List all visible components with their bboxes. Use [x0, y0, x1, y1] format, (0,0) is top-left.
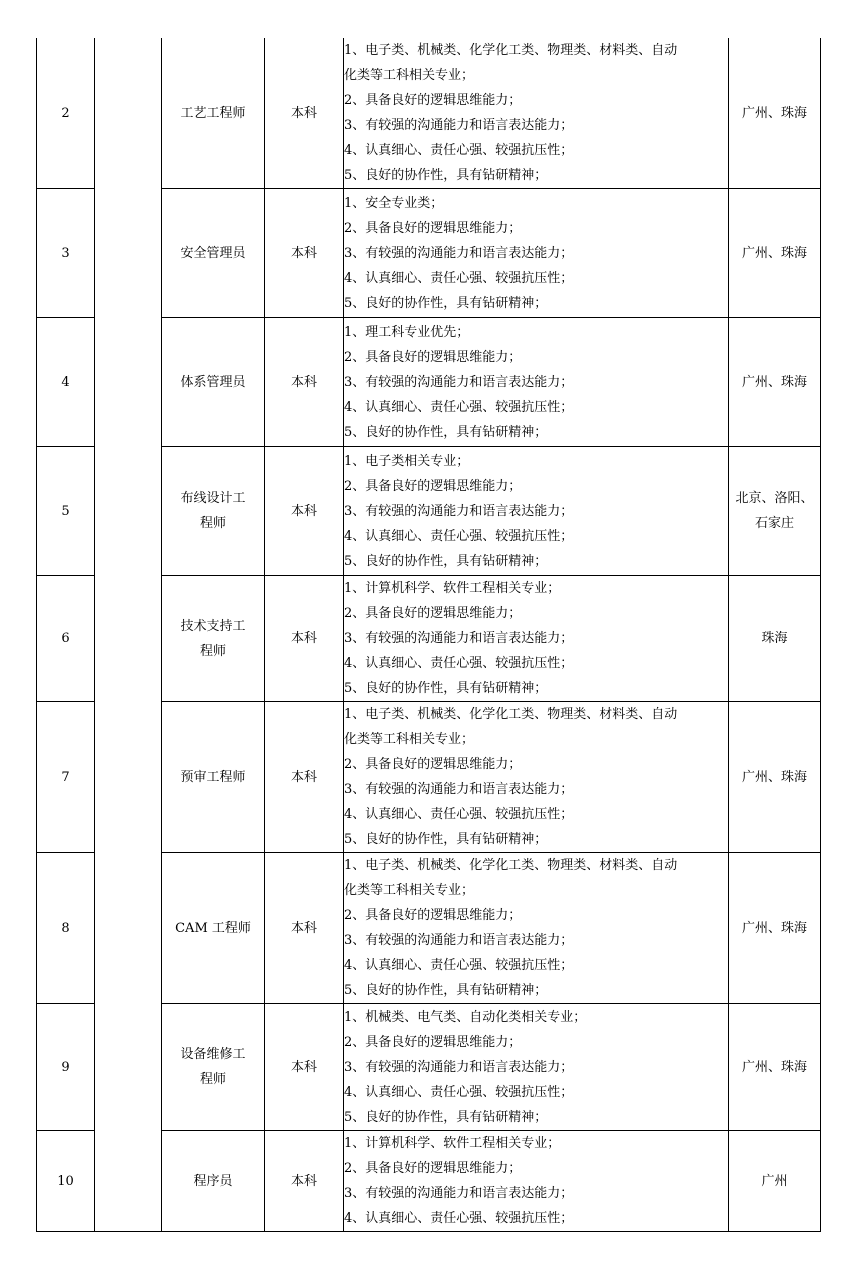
requirement-line: 3、有较强的沟通能力和语言表达能力；: [344, 374, 574, 390]
requirement-line: 1、计算机科学、软件工程相关专业；: [344, 1136, 561, 1151]
location-cell: 广州、珠海: [729, 853, 821, 1004]
education-cell: 本科: [265, 189, 344, 318]
requirements-cell: [344, 38, 729, 189]
requirement-line: 3、有较强的沟通能力和语言表达能力；: [344, 1059, 574, 1075]
requirement-line: 1、电子类、机械类、化学化工类、物理类、材料类、自动: [344, 707, 678, 722]
requirement-line: 4、认真细心、责任心强、较强抗压性；: [344, 807, 574, 822]
education-cell: 本科: [265, 702, 344, 853]
requirement-line: 5、良好的协作性，具有钻研精神；: [344, 832, 548, 847]
row-number: 9: [37, 1004, 95, 1131]
row-number: 6: [37, 576, 95, 702]
location-cell: 珠海: [729, 576, 821, 702]
requirements-cell: [344, 702, 729, 853]
location-line: 石家庄: [754, 516, 794, 531]
position-cell: 预审工程师: [162, 702, 265, 853]
requirement-line: 5、良好的协作性，具有钻研精神；: [344, 1109, 548, 1125]
requirement-line: 2、具备良好的逻辑思维能力；: [344, 908, 522, 923]
requirement-line: 3、有较强的沟通能力和语言表达能力；: [344, 118, 574, 133]
position-cell: 体系管理员: [162, 318, 265, 447]
education-cell: 本科: [265, 1004, 344, 1131]
education-cell: 本科: [265, 853, 344, 1004]
requirement-line: 4、认真细心、责任心强、较强抗压性；: [344, 656, 574, 671]
row-number: 7: [37, 702, 95, 853]
position-cell: 安全管理员: [162, 189, 265, 318]
requirement-line: 3、有较强的沟通能力和语言表达能力；: [344, 631, 574, 646]
location-cell: 广州、珠海: [729, 318, 821, 447]
requirements-cell: [344, 447, 729, 576]
location-cell: 广州、珠海: [729, 38, 821, 189]
requirement-line: 5、良好的协作性，具有钻研精神；: [344, 295, 548, 311]
education-cell: 本科: [265, 1131, 344, 1232]
requirement-line: 2、具备良好的逻辑思维能力；: [344, 757, 522, 772]
requirement-line: 3、有较强的沟通能力和语言表达能力；: [344, 1186, 574, 1201]
position-line: 设备维修工: [180, 1047, 246, 1062]
requirement-line: 5、良好的协作性，具有钻研精神；: [344, 168, 548, 183]
requirement-line: 4、认真细心、责任心强、较强抗压性；: [344, 143, 574, 158]
requirement-line: 5、良好的协作性，具有钻研精神；: [344, 553, 548, 569]
position-cell: [162, 447, 265, 576]
requirement-line: 5、良好的协作性，具有钻研精神；: [344, 983, 548, 998]
requirement-line: 2、具备良好的逻辑思维能力；: [344, 1034, 522, 1050]
requirements-cell: [344, 1004, 729, 1131]
requirements-cell: [344, 576, 729, 702]
requirement-line: 化类等工科相关专业；: [344, 68, 475, 83]
table-row: [37, 38, 821, 189]
requirement-line: 1、电子类、机械类、化学化工类、物理类、材料类、自动: [344, 43, 678, 58]
requirement-line: 1、电子类、机械类、化学化工类、物理类、材料类、自动: [344, 858, 678, 873]
row-number: 4: [37, 318, 95, 447]
requirements-cell: [344, 318, 729, 447]
location-cell: 广州: [729, 1131, 821, 1232]
row-number: 3: [37, 189, 95, 318]
requirement-line: 4、认真细心、责任心强、较强抗压性；: [344, 958, 574, 973]
requirement-line: 3、有较强的沟通能力和语言表达能力；: [344, 245, 574, 261]
requirement-line: 1、理工科专业优先；: [344, 324, 470, 340]
position-line: 技术支持工: [180, 618, 246, 634]
location-cell: 广州、珠海: [729, 189, 821, 318]
location-cell: [729, 447, 821, 576]
requirement-line: 3、有较强的沟通能力和语言表达能力；: [344, 933, 574, 948]
requirement-line: 2、具备良好的逻辑思维能力；: [344, 1161, 522, 1176]
requirements-cell: [344, 853, 729, 1004]
requirement-line: 3、有较强的沟通能力和语言表达能力；: [344, 503, 574, 519]
education-cell: 本科: [265, 576, 344, 702]
requirement-line: 4、认真细心、责任心强、较强抗压性；: [344, 270, 574, 286]
education-cell: 本科: [265, 38, 344, 189]
requirement-line: 3、有较强的沟通能力和语言表达能力；: [344, 782, 574, 797]
position-line: 程师: [199, 643, 226, 659]
requirements-cell: [344, 189, 729, 318]
job-table: [36, 38, 821, 1232]
requirement-line: 4、认真细心、责任心强、较强抗压性；: [344, 1084, 574, 1100]
education-cell: 本科: [265, 318, 344, 447]
requirement-line: 化类等工科相关专业；: [344, 732, 475, 747]
position-cell: CAM 工程师: [162, 853, 265, 1004]
requirement-line: 5、良好的协作性，具有钻研精神；: [344, 681, 548, 696]
requirement-line: 2、具备良好的逻辑思维能力；: [344, 220, 522, 236]
requirement-line: 4、认真细心、责任心强、较强抗压性；: [344, 528, 574, 544]
requirement-line: 1、电子类相关专业；: [344, 453, 470, 469]
requirement-line: 2、具备良好的逻辑思维能力；: [344, 606, 522, 621]
requirement-line: 2、具备良好的逻辑思维能力；: [344, 478, 522, 494]
requirement-line: 2、具备良好的逻辑思维能力；: [344, 349, 522, 365]
requirement-line: 1、安全专业类；: [344, 195, 444, 211]
requirement-line: 化类等工科相关专业；: [344, 883, 475, 898]
requirement-line: 4、认真细心、责任心强、较强抗压性；: [344, 1211, 574, 1226]
location-line: 北京、洛阳、: [735, 491, 814, 506]
position-cell: [162, 1004, 265, 1131]
row-number: 2: [37, 38, 95, 189]
requirement-line: 2、具备良好的逻辑思维能力；: [344, 93, 522, 108]
row-number: 8: [37, 853, 95, 1004]
merged-empty-column: [95, 38, 162, 1232]
location-cell: 广州、珠海: [729, 1004, 821, 1131]
requirement-line: 1、计算机科学、软件工程相关专业；: [344, 581, 561, 596]
position-cell: 工艺工程师: [162, 38, 265, 189]
requirement-line: 1、机械类、电气类、自动化类相关专业；: [344, 1009, 587, 1025]
requirement-line: 4、认真细心、责任心强、较强抗压性；: [344, 399, 574, 415]
row-number: 5: [37, 447, 95, 576]
row-number: 10: [37, 1131, 95, 1232]
position-cell: 程序员: [162, 1131, 265, 1232]
location-cell: 广州、珠海: [729, 702, 821, 853]
position-line: 布线设计工: [180, 491, 246, 506]
requirements-cell: [344, 1131, 729, 1232]
position-line: 程师: [199, 1072, 226, 1087]
education-cell: 本科: [265, 447, 344, 576]
requirement-line: 5、良好的协作性，具有钻研精神；: [344, 424, 548, 440]
position-cell: [162, 576, 265, 702]
position-line: 程师: [199, 516, 226, 531]
